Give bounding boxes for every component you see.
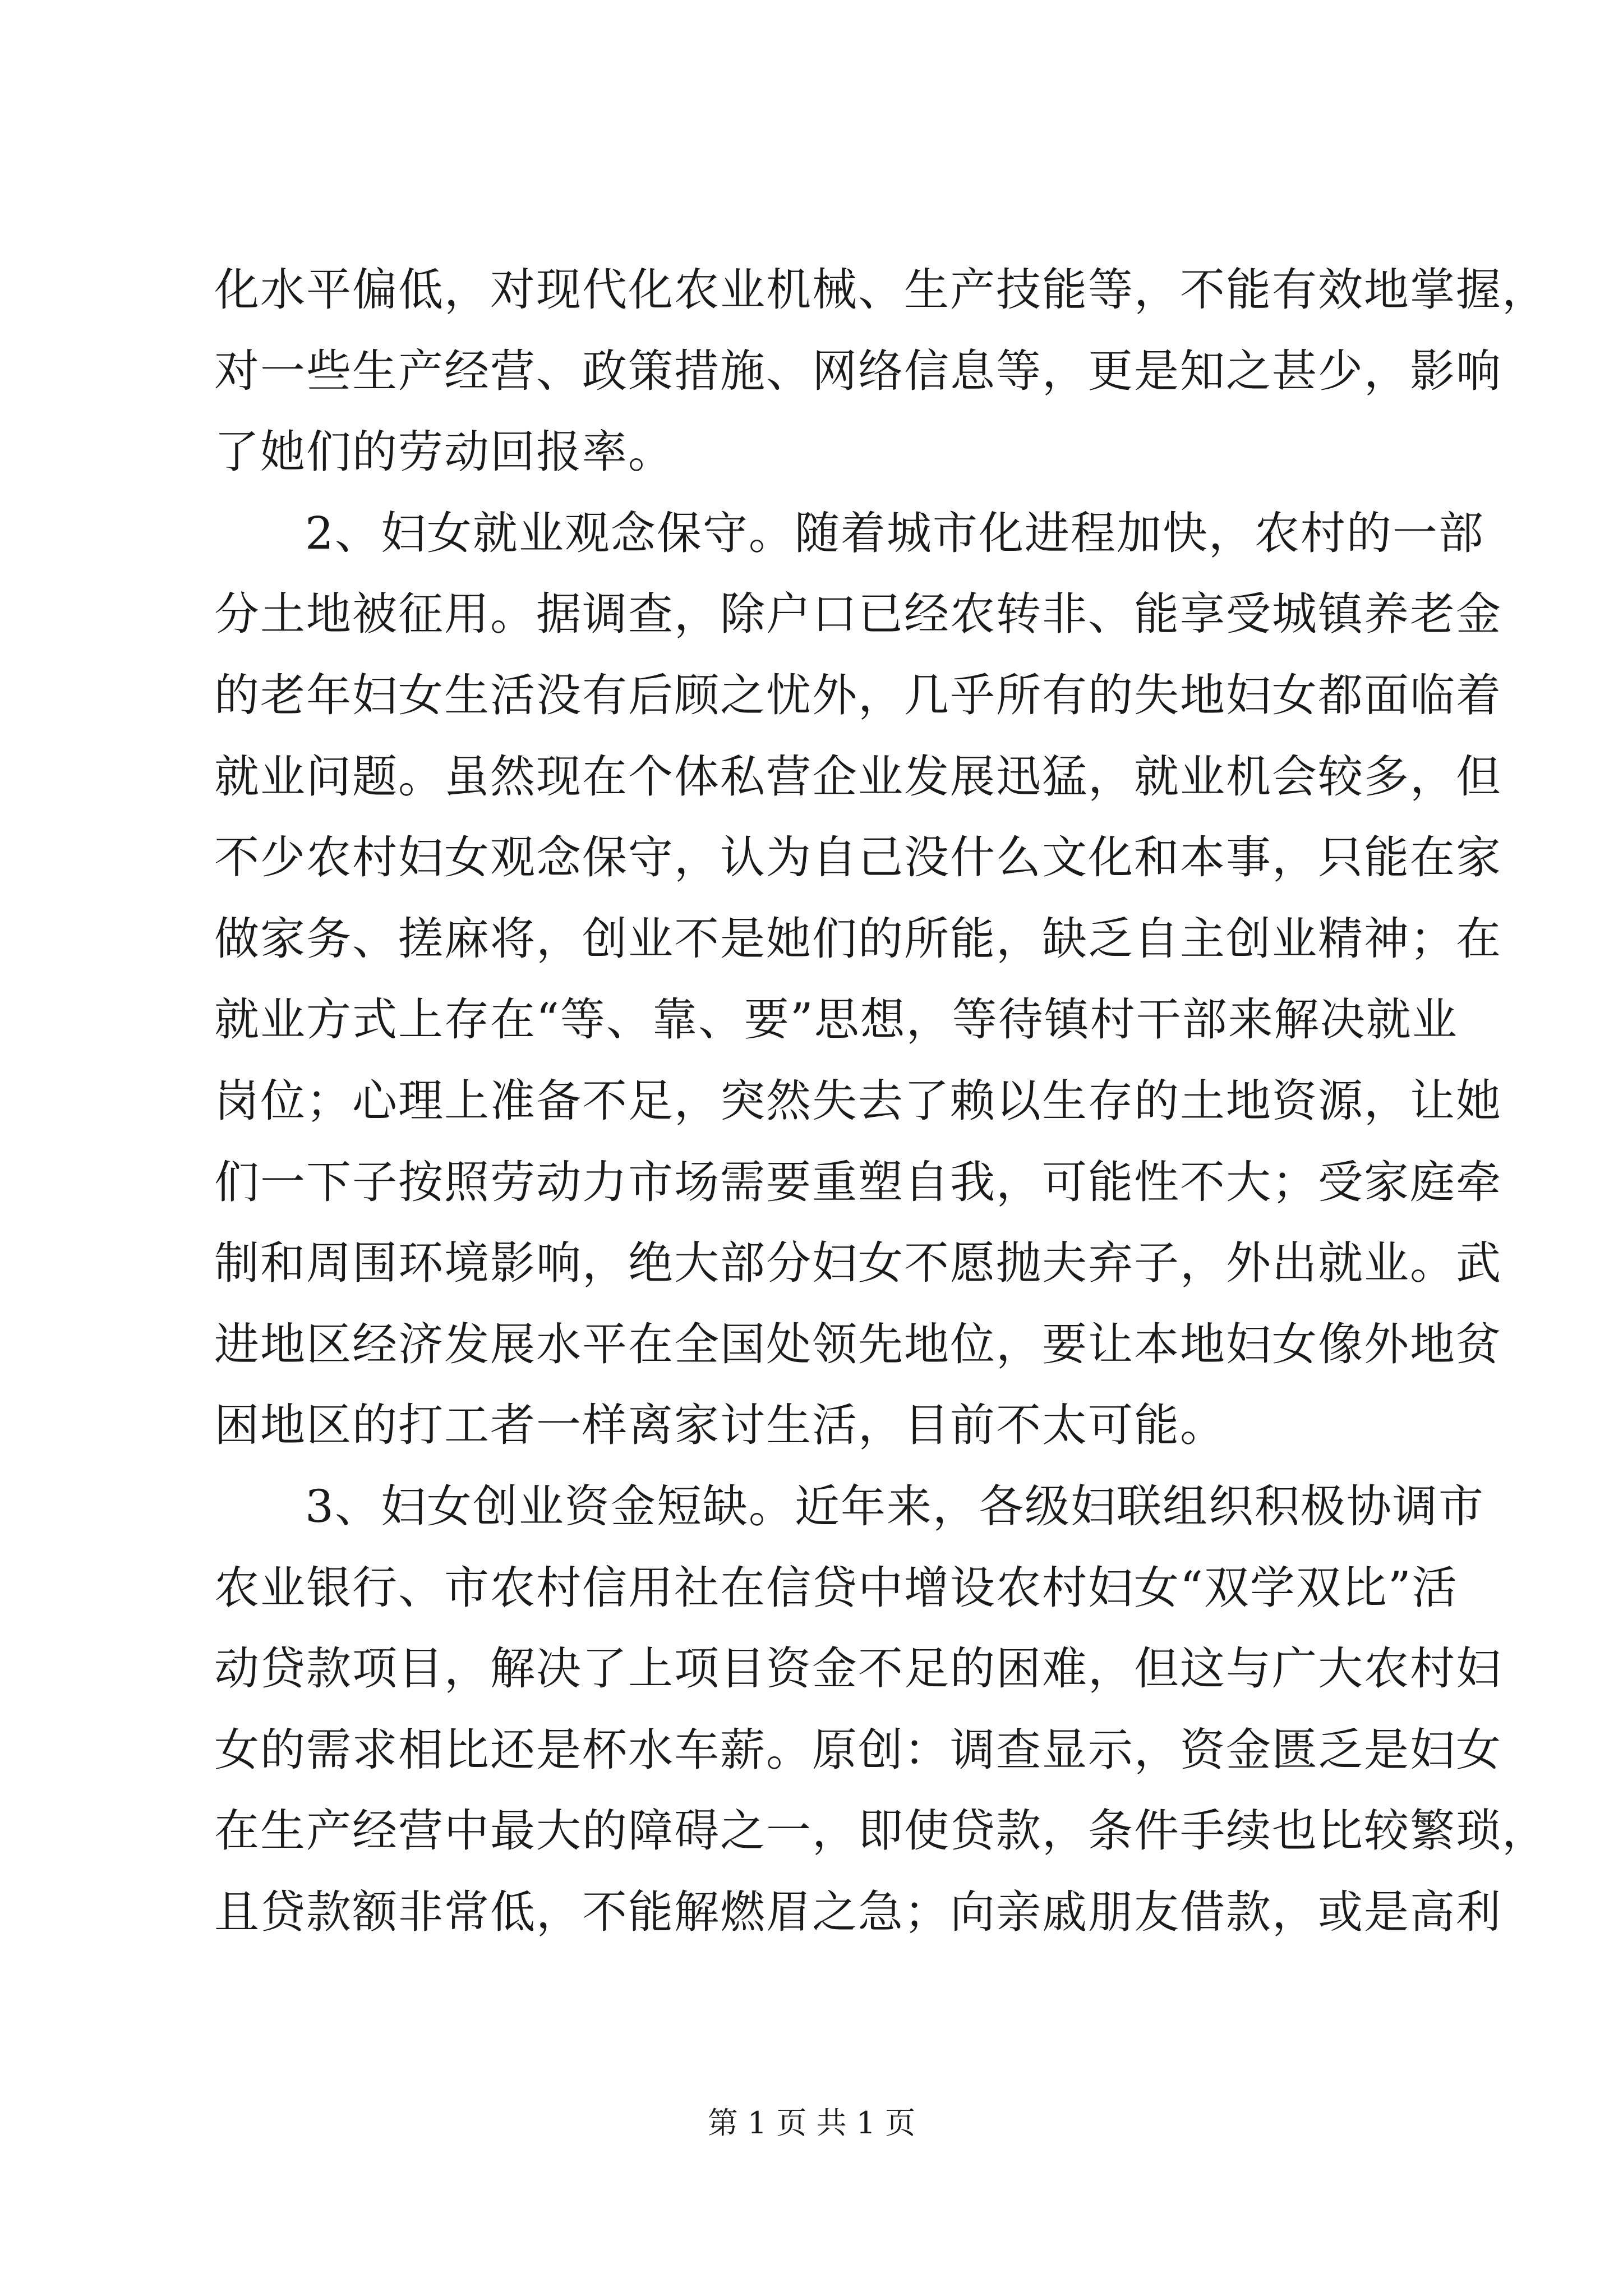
text-line: 就业问题。虽然现在个体私营企业发展迅猛，就业机会较多，但 bbox=[214, 750, 1502, 803]
paragraph-start-line: 2、妇女就业观念保守。随着城市化进程加快，农村的一部 bbox=[305, 507, 1484, 559]
text-line: 化水平偏低，对现代化农业机械、生产技能等，不能有效地掌握， bbox=[214, 264, 1548, 316]
text-line: 农业银行、市农村信用社在信贷中增设农村妇女“双学双比”活 bbox=[214, 1561, 1458, 1614]
text-line: 了她们的劳动回报率。 bbox=[214, 426, 674, 478]
text-line: 在生产经营中最大的障碍之一，即使贷款，条件手续也比较繁琐， bbox=[214, 1805, 1548, 1857]
text-line: 不少农村妇女观念保守，认为自己没什么文化和本事，只能在家 bbox=[214, 831, 1502, 884]
text-line: 对一些生产经营、政策措施、网络信息等，更是知之甚少，影响 bbox=[214, 344, 1502, 397]
text-line: 的老年妇女生活没有后顾之忧外，几乎所有的失地妇女都面临着 bbox=[214, 669, 1502, 721]
text-line: 做家务、搓麻将，创业不是她们的所能，缺乏自主创业精神；在 bbox=[214, 912, 1502, 965]
paragraph-start-line: 3、妇女创业资金短缺。近年来，各级妇联组织积极协调市 bbox=[305, 1480, 1484, 1533]
text-line: 分土地被征用。据调查，除户口已经农转非、能享受城镇养老金 bbox=[214, 588, 1502, 641]
text-line: 岗位；心理上准备不足，突然失去了赖以生存的土地资源，让她 bbox=[214, 1074, 1502, 1127]
text-line: 且贷款额非常低，不能解燃眉之急；向亲戚朋友借款，或是高利 bbox=[214, 1885, 1502, 1938]
text-line: 就业方式上存在“等、靠、要”思想，等待镇村干部来解决就业 bbox=[214, 993, 1458, 1046]
document-body bbox=[214, 250, 1548, 1953]
text-line: 们一下子按照劳动力市场需要重塑自我，可能性不大；受家庭牵 bbox=[214, 1156, 1502, 1208]
text-line: 困地区的打工者一样离家讨生活，目前不太可能。 bbox=[214, 1399, 1226, 1452]
text-line: 动贷款项目，解决了上项目资金不足的困难，但这与广大农村妇 bbox=[214, 1642, 1502, 1695]
text-line: 女的需求相比还是杯水车薪。原创：调查显示，资金匮乏是妇女 bbox=[214, 1723, 1502, 1776]
text-line: 制和周围环境影响，绝大部分妇女不愿抛夫弃子，外出就业。武 bbox=[214, 1237, 1502, 1290]
page-footer: 第 1 页 共 1 页 bbox=[707, 2105, 916, 2141]
text-line: 进地区经济发展水平在全国处领先地位，要让本地妇女像外地贫 bbox=[214, 1318, 1502, 1370]
